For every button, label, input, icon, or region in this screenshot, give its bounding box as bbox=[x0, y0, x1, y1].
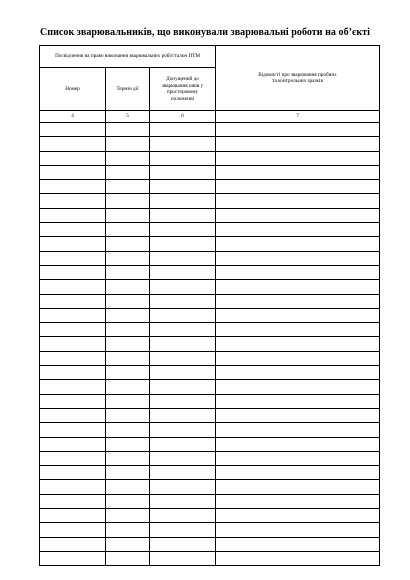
table-row bbox=[40, 194, 380, 208]
table-cell bbox=[150, 380, 216, 394]
table-row bbox=[40, 237, 380, 251]
table-row bbox=[40, 523, 380, 537]
table-row bbox=[40, 323, 380, 337]
table-cell bbox=[106, 251, 150, 265]
table-cell bbox=[150, 480, 216, 494]
table-cell bbox=[40, 337, 106, 351]
table-cell bbox=[216, 165, 380, 179]
table-cell bbox=[150, 466, 216, 480]
table-cell bbox=[40, 223, 106, 237]
table-cell bbox=[216, 437, 380, 451]
table-row bbox=[40, 337, 380, 351]
table-cell bbox=[150, 251, 216, 265]
column-number-4: 4 bbox=[40, 111, 106, 123]
table-cell bbox=[150, 537, 216, 551]
table-row bbox=[40, 451, 380, 465]
table-cell bbox=[40, 366, 106, 380]
table-cell bbox=[216, 523, 380, 537]
table-cell bbox=[40, 466, 106, 480]
table-cell bbox=[106, 366, 150, 380]
table-row bbox=[40, 308, 380, 322]
table-cell bbox=[106, 466, 150, 480]
table-cell bbox=[150, 323, 216, 337]
table-cell bbox=[106, 165, 150, 179]
table-cell bbox=[106, 451, 150, 465]
table-row bbox=[40, 380, 380, 394]
column-header-4: Номер bbox=[40, 68, 106, 111]
table-cell bbox=[216, 408, 380, 422]
table-cell bbox=[150, 294, 216, 308]
table-cell bbox=[106, 137, 150, 151]
table-cell bbox=[106, 265, 150, 279]
welders-table bbox=[39, 45, 380, 566]
table-cell bbox=[216, 494, 380, 508]
table-cell bbox=[150, 551, 216, 565]
table-cell bbox=[40, 494, 106, 508]
table-cell bbox=[150, 408, 216, 422]
table-row bbox=[40, 466, 380, 480]
table-cell bbox=[150, 308, 216, 322]
table-cell bbox=[216, 223, 380, 237]
table-row bbox=[40, 394, 380, 408]
table-cell bbox=[40, 509, 106, 523]
table-cell bbox=[150, 394, 216, 408]
table-cell bbox=[216, 151, 380, 165]
table-cell bbox=[216, 323, 380, 337]
table-cell bbox=[150, 165, 216, 179]
table-row bbox=[40, 208, 380, 222]
table-cell bbox=[216, 251, 380, 265]
table-cell bbox=[40, 308, 106, 322]
table-row bbox=[40, 480, 380, 494]
table-cell bbox=[106, 194, 150, 208]
table-cell bbox=[106, 380, 150, 394]
table-row bbox=[40, 551, 380, 565]
table-cell bbox=[106, 323, 150, 337]
table-cell bbox=[106, 308, 150, 322]
table-cell bbox=[216, 137, 380, 151]
table-cell bbox=[106, 180, 150, 194]
table-cell bbox=[106, 337, 150, 351]
table-cell bbox=[216, 237, 380, 251]
table-cell bbox=[150, 137, 216, 151]
table-cell bbox=[106, 537, 150, 551]
table-cell bbox=[40, 294, 106, 308]
table-cell bbox=[106, 151, 150, 165]
table-cell bbox=[150, 208, 216, 222]
table-cell bbox=[40, 394, 106, 408]
table-row bbox=[40, 509, 380, 523]
table-cell bbox=[216, 280, 380, 294]
table-cell bbox=[40, 551, 106, 565]
table-cell bbox=[216, 480, 380, 494]
table-cell bbox=[216, 351, 380, 365]
table-row bbox=[40, 366, 380, 380]
table-cell bbox=[106, 523, 150, 537]
table-header bbox=[40, 46, 380, 123]
table-cell bbox=[150, 151, 216, 165]
table-cell bbox=[40, 480, 106, 494]
table-cell bbox=[106, 509, 150, 523]
table-row bbox=[40, 280, 380, 294]
table-cell bbox=[40, 194, 106, 208]
table-cell bbox=[40, 208, 106, 222]
table-cell bbox=[106, 123, 150, 137]
table-row bbox=[40, 494, 380, 508]
certificate-group-header: Посвідчення на право виконання зварювальних робіт/талон ПТМ bbox=[40, 46, 216, 68]
table-cell bbox=[40, 423, 106, 437]
table-row bbox=[40, 123, 380, 137]
table-cell bbox=[150, 237, 216, 251]
table-cell bbox=[150, 523, 216, 537]
table-cell bbox=[216, 466, 380, 480]
table-cell bbox=[40, 408, 106, 422]
table-cell bbox=[106, 408, 150, 422]
table-cell bbox=[106, 551, 150, 565]
column-number-5: 5 bbox=[106, 111, 150, 123]
table-cell bbox=[40, 137, 106, 151]
table-cell bbox=[40, 323, 106, 337]
table-cell bbox=[150, 437, 216, 451]
table-cell bbox=[40, 523, 106, 537]
column-header-7: Відомості про зварювання пробних та контрольних зразків bbox=[216, 46, 380, 111]
table-cell bbox=[40, 180, 106, 194]
table-cell bbox=[40, 237, 106, 251]
table-cell bbox=[216, 394, 380, 408]
table-row bbox=[40, 423, 380, 437]
table-cell bbox=[216, 194, 380, 208]
table-row bbox=[40, 351, 380, 365]
table-row bbox=[40, 151, 380, 165]
table-cell bbox=[150, 123, 216, 137]
table-cell bbox=[150, 265, 216, 279]
table-row bbox=[40, 294, 380, 308]
table-cell bbox=[106, 423, 150, 437]
table-cell bbox=[216, 551, 380, 565]
table-row bbox=[40, 265, 380, 279]
table-cell bbox=[106, 394, 150, 408]
table-cell bbox=[106, 208, 150, 222]
page-title: Список зварювальників, що виконували зварювальні роботи на об’єкті bbox=[40, 27, 370, 38]
table-cell bbox=[40, 280, 106, 294]
table-cell bbox=[216, 123, 380, 137]
table-cell bbox=[40, 165, 106, 179]
table-cell bbox=[40, 265, 106, 279]
table-cell bbox=[150, 494, 216, 508]
table-cell bbox=[150, 280, 216, 294]
table-row bbox=[40, 537, 380, 551]
table-cell bbox=[106, 480, 150, 494]
table-cell bbox=[216, 537, 380, 551]
table-cell bbox=[216, 509, 380, 523]
table-cell bbox=[106, 280, 150, 294]
table-cell bbox=[216, 308, 380, 322]
table-cell bbox=[106, 237, 150, 251]
table-cell bbox=[150, 509, 216, 523]
table-cell bbox=[106, 351, 150, 365]
table-cell bbox=[40, 351, 106, 365]
table-cell bbox=[40, 537, 106, 551]
column-number-6: 6 bbox=[150, 111, 216, 123]
table-cell bbox=[150, 223, 216, 237]
table-cell bbox=[216, 380, 380, 394]
column-header-6: Допущений до зварювання швів у просторовому положенні bbox=[150, 68, 216, 111]
table-cell bbox=[150, 366, 216, 380]
table-cell bbox=[40, 151, 106, 165]
table-row bbox=[40, 165, 380, 179]
table-cell bbox=[106, 223, 150, 237]
table-row bbox=[40, 408, 380, 422]
table-cell bbox=[150, 423, 216, 437]
table-cell bbox=[216, 180, 380, 194]
table-row bbox=[40, 437, 380, 451]
table-row bbox=[40, 251, 380, 265]
table-cell bbox=[216, 265, 380, 279]
table-body bbox=[40, 123, 380, 566]
table-cell bbox=[150, 351, 216, 365]
table-cell bbox=[150, 180, 216, 194]
table-row bbox=[40, 137, 380, 151]
table-cell bbox=[40, 451, 106, 465]
table-cell bbox=[40, 437, 106, 451]
table-row bbox=[40, 180, 380, 194]
table-cell bbox=[216, 337, 380, 351]
column-header-5: Термін дії bbox=[106, 68, 150, 111]
table-cell bbox=[216, 451, 380, 465]
table-row bbox=[40, 223, 380, 237]
table-cell bbox=[216, 423, 380, 437]
table-cell bbox=[40, 123, 106, 137]
table-cell bbox=[150, 337, 216, 351]
table-cell bbox=[106, 494, 150, 508]
table-cell bbox=[216, 208, 380, 222]
table-cell bbox=[150, 194, 216, 208]
table-cell bbox=[106, 294, 150, 308]
table-cell bbox=[216, 366, 380, 380]
table-cell bbox=[106, 437, 150, 451]
table-cell bbox=[40, 380, 106, 394]
table-cell bbox=[40, 251, 106, 265]
table-cell bbox=[150, 451, 216, 465]
table-cell bbox=[216, 294, 380, 308]
column-number-7: 7 bbox=[216, 111, 380, 123]
